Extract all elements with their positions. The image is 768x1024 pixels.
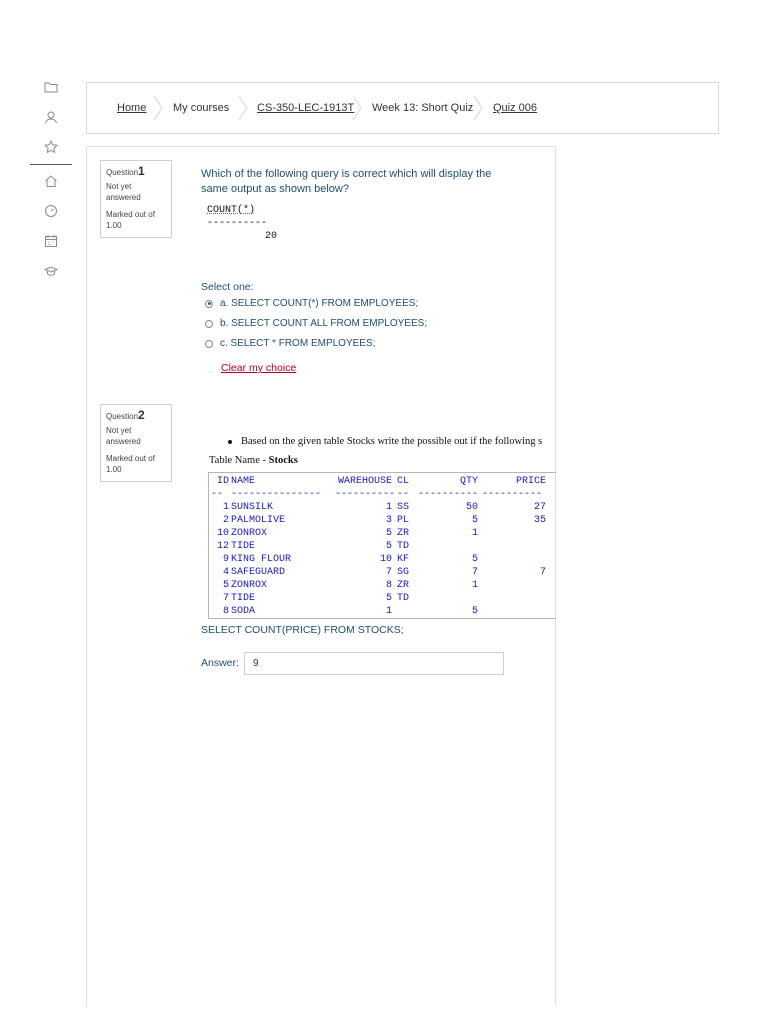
- cell-qty: 7: [471, 567, 478, 578]
- table-row: [209, 593, 556, 606]
- cell-qty: QTY: [459, 476, 478, 487]
- answer-input[interactable]: [244, 652, 504, 675]
- cell-id: 8: [222, 606, 229, 617]
- table-row: [209, 502, 556, 515]
- stocks-table-image: [208, 472, 556, 619]
- answer-label: Answer:: [201, 657, 239, 669]
- folder-icon[interactable]: [44, 80, 58, 94]
- cell-warehouse: WAREHOUSE: [337, 476, 392, 487]
- question-1-text: Which of the following query is correct which will display the same output as shown below?: [201, 168, 492, 195]
- table-title-prefix: Table Name -: [209, 455, 269, 466]
- expected-output: [207, 204, 277, 243]
- cell-id: --: [211, 489, 224, 500]
- dashboard-icon[interactable]: [44, 204, 58, 218]
- option-label: a. SELECT COUNT(*) FROM EMPLOYEES;: [220, 298, 419, 309]
- cell-class: TD: [397, 593, 410, 604]
- cell-id: 7: [222, 593, 229, 604]
- question-number: 2: [138, 408, 145, 422]
- option-a[interactable]: [205, 298, 418, 309]
- radio-button[interactable]: [205, 320, 213, 328]
- cell-name: ---------------: [231, 489, 322, 500]
- breadcrumb-quiz-link[interactable]: Quiz 006: [493, 102, 538, 114]
- graduation-cap-icon[interactable]: [44, 264, 58, 278]
- user-icon[interactable]: [44, 110, 58, 124]
- cell-name: NAME: [231, 476, 256, 487]
- bullet-icon: [228, 440, 232, 444]
- cell-id: 10: [216, 528, 229, 539]
- cell-name: KING FLOUR: [231, 554, 292, 565]
- question-2-query: SELECT COUNT(PRICE) FROM STOCKS;: [201, 624, 404, 636]
- cell-qty: 5: [471, 606, 478, 617]
- home-icon[interactable]: [44, 174, 58, 188]
- cell-class: SS: [397, 502, 410, 513]
- cell-name: TIDE: [231, 593, 256, 604]
- cell-warehouse: 5: [385, 541, 392, 552]
- cell-qty: 1: [471, 580, 478, 591]
- cell-class: PL: [397, 515, 410, 526]
- output-column-header: COUNT(*): [207, 205, 256, 216]
- cell-name: ZONROX: [231, 580, 268, 591]
- option-b[interactable]: [205, 318, 427, 329]
- cell-class: --: [397, 489, 410, 500]
- rail-divider: [30, 164, 72, 165]
- table-header-row: [209, 476, 556, 489]
- question-number: 1: [138, 164, 145, 178]
- cell-class: CL: [397, 476, 410, 487]
- cell-id: 9: [222, 554, 229, 565]
- table-row: [209, 580, 556, 593]
- cell-warehouse: 10: [379, 554, 392, 565]
- cell-id: 5: [222, 580, 229, 591]
- star-icon[interactable]: [44, 140, 58, 154]
- breadcrumb-week[interactable]: Week 13: Short Quiz: [372, 102, 474, 114]
- cell-warehouse: 8: [385, 580, 392, 591]
- cell-id: 2: [222, 515, 229, 526]
- cell-class: SG: [397, 567, 410, 578]
- table-row: [209, 541, 556, 554]
- breadcrumb-home-link[interactable]: Home: [117, 102, 147, 114]
- output-value: 20: [265, 231, 278, 242]
- cell-id: 1: [222, 502, 229, 513]
- cell-warehouse: 3: [385, 515, 392, 526]
- cell-qty: 5: [471, 554, 478, 565]
- breadcrumb-course-link[interactable]: CS-350-LEC-1913T: [257, 102, 355, 114]
- breadcrumb-separator: [473, 95, 483, 121]
- cell-id: 12: [216, 541, 229, 552]
- cell-warehouse: 1: [385, 502, 392, 513]
- cell-id: 4: [222, 567, 229, 578]
- table-row: [209, 606, 556, 619]
- table-row: [209, 567, 556, 580]
- table-rule-row: [209, 489, 556, 502]
- radio-button[interactable]: [205, 300, 213, 308]
- cell-name: PALMOLIVE: [231, 515, 286, 526]
- cell-warehouse: 7: [385, 567, 392, 578]
- radio-button[interactable]: [205, 340, 213, 348]
- question-grade: Marked out of 1.00: [106, 454, 155, 474]
- table-title-name: Stocks: [268, 455, 298, 466]
- cell-class: KF: [397, 554, 410, 565]
- question-2-instruction: [228, 436, 556, 447]
- cell-warehouse: 5: [385, 528, 392, 539]
- cell-warehouse: ----------: [335, 489, 396, 500]
- table-row: [209, 528, 556, 541]
- breadcrumb-my-courses[interactable]: My courses: [173, 102, 230, 114]
- output-rule: ----------: [207, 218, 268, 229]
- option-c[interactable]: [205, 338, 375, 349]
- cell-price: 35: [533, 515, 546, 526]
- clear-choice-link[interactable]: Clear my choice: [221, 362, 297, 374]
- question-state: Not yet answered: [106, 182, 141, 202]
- cell-class: TD: [397, 541, 410, 552]
- option-label: c. SELECT * FROM EMPLOYEES;: [220, 338, 376, 349]
- cell-price: ----------: [482, 489, 543, 500]
- breadcrumb-separator: [238, 95, 248, 121]
- table-title: [209, 455, 298, 466]
- cell-id: ID: [216, 476, 229, 487]
- cell-qty: 1: [471, 528, 478, 539]
- question-2-info: [100, 404, 172, 482]
- breadcrumb-separator: [352, 95, 362, 121]
- cell-price: 7: [539, 567, 546, 578]
- cell-qty: ----------: [418, 489, 479, 500]
- cell-price: PRICE: [515, 476, 546, 487]
- cell-warehouse: 5: [385, 593, 392, 604]
- cell-price: 27: [533, 502, 546, 513]
- cell-name: SUNSILK: [231, 502, 274, 513]
- cell-name: ZONROX: [231, 528, 268, 539]
- question-grade: Marked out of 1.00: [106, 210, 155, 230]
- table-row: [209, 554, 556, 567]
- question-label: Question: [106, 168, 139, 177]
- cell-qty: 5: [471, 515, 478, 526]
- question-label: Question: [106, 412, 139, 421]
- cell-name: SAFEGUARD: [231, 567, 286, 578]
- table-row: [209, 515, 556, 528]
- cell-warehouse: 1: [385, 606, 392, 617]
- cell-class: ZR: [397, 528, 410, 539]
- cell-class: ZR: [397, 580, 410, 591]
- cell-name: SODA: [231, 606, 256, 617]
- breadcrumb-separator: [153, 95, 163, 121]
- cell-qty: 50: [465, 502, 478, 513]
- cell-name: TIDE: [231, 541, 256, 552]
- question-state: Not yet answered: [106, 426, 141, 446]
- question-1-info: [100, 160, 172, 238]
- calendar-icon[interactable]: [44, 234, 58, 248]
- instruction-text: Based on the given table Stocks write the possible out if the following s: [241, 436, 543, 447]
- option-label: b. SELECT COUNT ALL FROM EMPLOYEES;: [220, 318, 428, 329]
- select-one-label: Select one:: [201, 281, 254, 293]
- breadcrumb: [86, 82, 719, 134]
